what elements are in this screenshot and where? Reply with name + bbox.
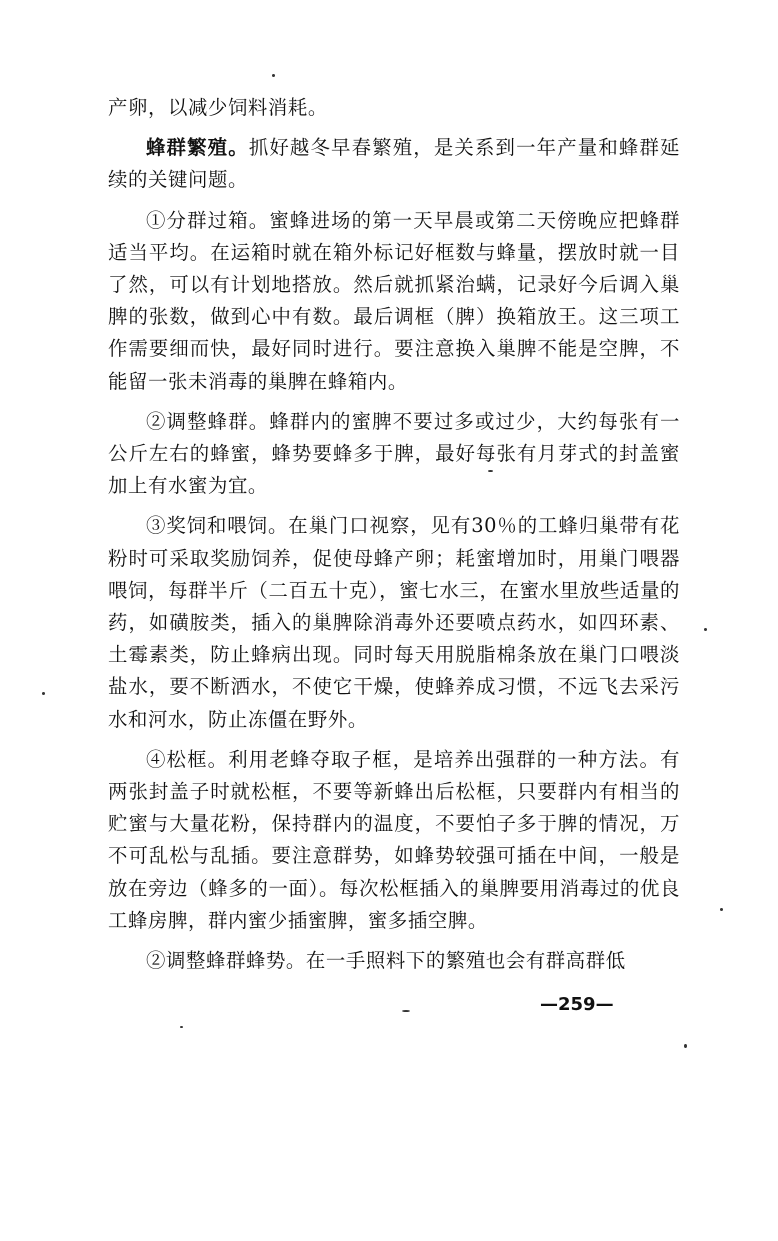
paragraph-5	[108, 510, 680, 735]
paragraph-1	[108, 92, 680, 124]
paragraph-body: ③奖饲和喂饲。在巢门口视察，见有30％的工蜂归巢带有花粉时可采取奖励饲养，促使母蜂产卵；耗蜜增加时，用巢门喂器喂饲，每群半斤（二百五十克），蜜七水三，在蜜水里放些适量的药，如磺胺类，插入的巢脾除消毒外还要喷点药水，如四环素、土霉素类，防止蜂病出现。同时每天用脱脂棉条放在巢门口喂淡盐水，要不断洒水，不使它干燥，使蜂养成习惯，不远飞去采污水和河水，防止冻僵在野外。	[108, 514, 680, 731]
scan-speck	[272, 74, 275, 77]
paragraph-4	[108, 406, 680, 503]
paragraph-7	[108, 945, 680, 977]
paragraph-body: ①分群过箱。蜜蜂进场的第一天早晨或第二天傍晚应把蜂群适当平均。在运箱时就在箱外标记好框数与蜂量，摆放时就一目了然，可以有计划地搭放。然后就抓紧治螨，记录好今后调入巢脾的张数，做到心中有数。最后调框（脾）换箱放王。这三项工作需要细而快，最好同时进行。要注意换入巢脾不能是空脾，不能留一张未消毒的巢脾在蜂箱内。	[108, 208, 680, 393]
paragraph-2	[108, 132, 680, 196]
scan-speck	[180, 1026, 183, 1028]
paragraph-heading: 蜂群繁殖。	[146, 136, 249, 160]
paragraph-body: ②调整蜂群。蜂群内的蜜脾不要过多或过少，大约每张有一公斤左右的蜂蜜，蜂势要蜂多于脾，最好每张有月芽式的封盖蜜加上有水蜜为宜。	[108, 409, 680, 498]
page-number: —259—	[540, 994, 614, 1015]
paragraph-body: ④松框。利用老蜂夺取子框，是培养出强群的一种方法。有两张封盖子时就松框，不要等新蜂出后松框，只要群内有相当的贮蜜与大量花粉，保持群内的温度，不要怕子多于脾的情况，万不可乱松与乱插。要注意群势，如蜂势较强可插在中间，一般是放在旁边（蜂多的一面）。每次松框插入的巢脾要用消毒过的优良工蜂房脾，群内蜜少插蜜脾，蜜多插空脾。	[108, 747, 680, 932]
scan-speck	[704, 628, 707, 631]
scan-speck	[684, 1044, 687, 1048]
paragraph-6	[108, 744, 680, 937]
scan-speck	[720, 908, 723, 911]
page-text	[108, 92, 680, 985]
scan-speck	[488, 470, 493, 472]
scan-speck	[42, 692, 45, 695]
paragraph-body: 产卵，以减少饲料消耗。	[108, 96, 328, 119]
paragraph-body: 抓好越冬早春繁殖，是关系到一年产量和蜂群延续的关键问题。	[108, 136, 681, 192]
paragraph-3	[108, 205, 680, 398]
paragraph-body: ②调整蜂群蜂势。在一手照料下的繁殖也会有群高群低	[146, 949, 626, 973]
scan-speck	[402, 1010, 410, 1012]
